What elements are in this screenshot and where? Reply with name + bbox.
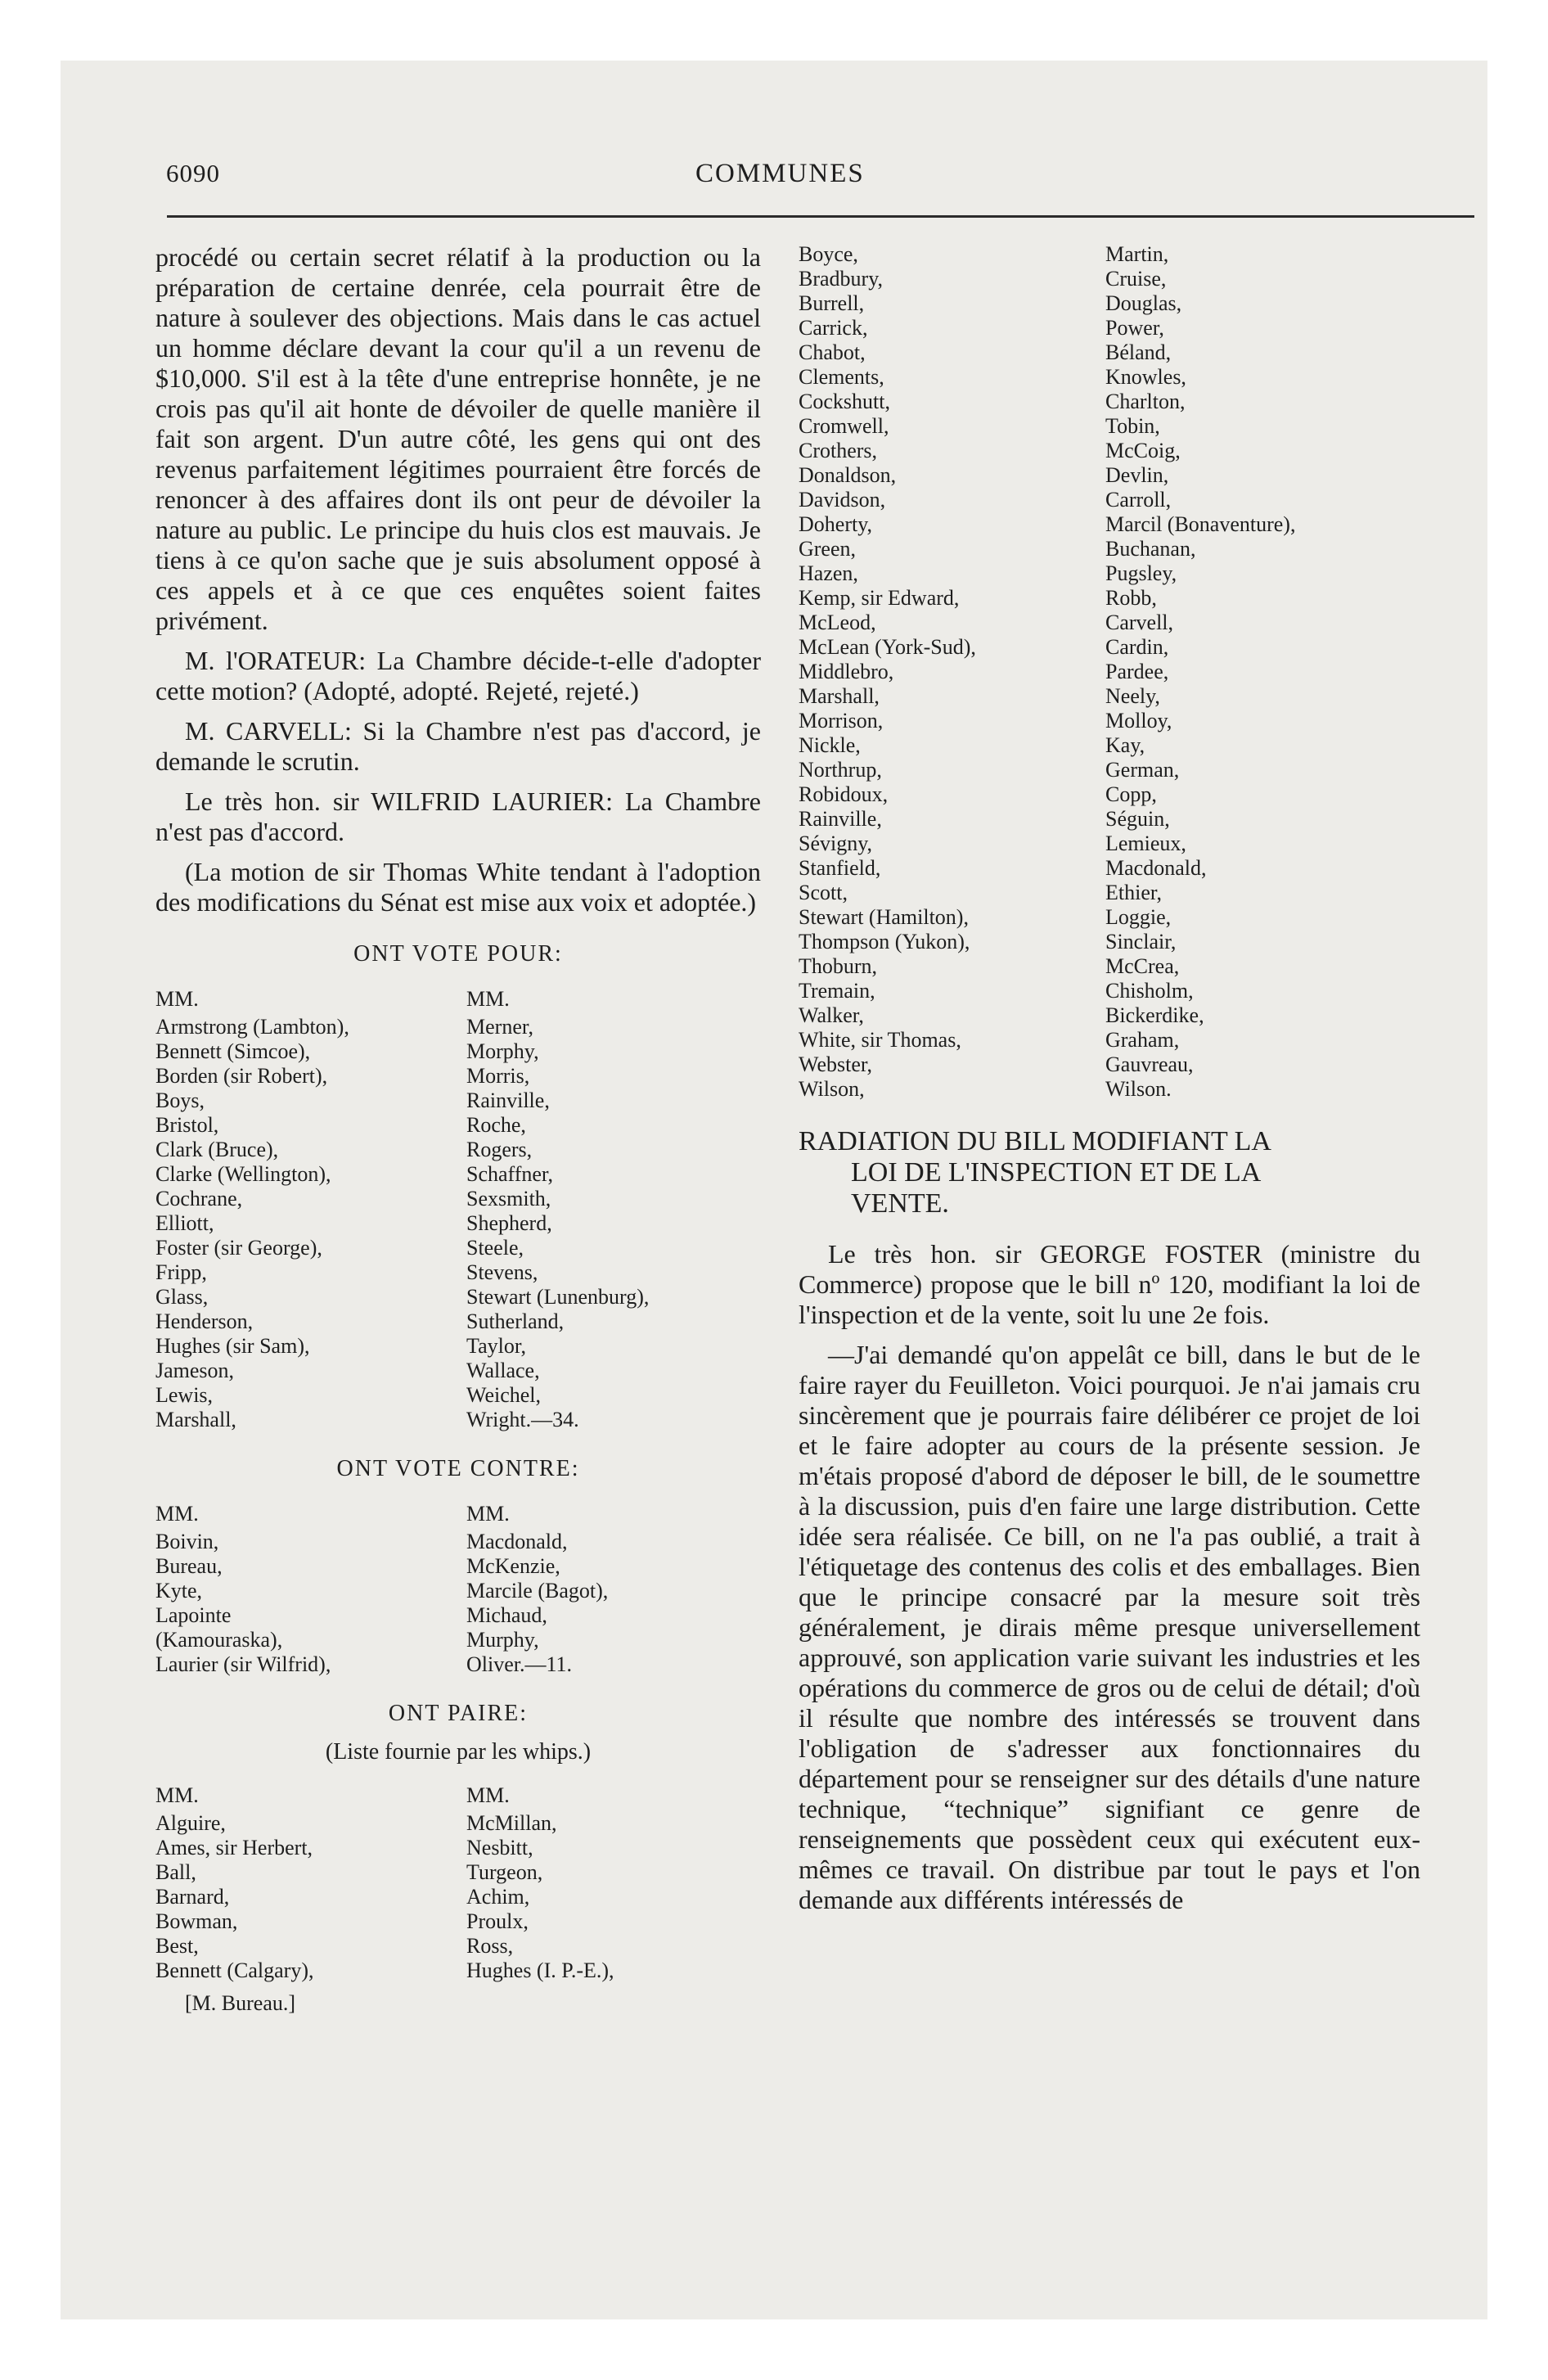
member-name: Carvell, — [1105, 611, 1174, 634]
member-name: Marshall, — [799, 684, 880, 708]
member-name: Kemp, sir Edward, — [799, 586, 960, 610]
member-name: Bennett (Simcoe), — [155, 1039, 311, 1063]
member-name: Kay, — [1105, 733, 1145, 757]
member-name: Macdonald, — [1105, 856, 1207, 880]
member-name: Wilson, — [799, 1077, 865, 1101]
member-name: Cochrane, — [155, 1187, 243, 1210]
member-name: Cockshutt, — [799, 390, 890, 413]
names-column — [155, 1494, 466, 1677]
names-column — [1105, 242, 1420, 1102]
member-name: Marshall, — [155, 1408, 236, 1431]
member-name: Nickle, — [799, 733, 861, 757]
section-title-line: LOI DE L'INSPECTION ET DE LA — [851, 1157, 1262, 1188]
member-name: Lemieux, — [1105, 832, 1186, 855]
member-name: Graham, — [1105, 1028, 1180, 1052]
member-name: Buchanan, — [1105, 537, 1196, 561]
member-name: Burrell, — [799, 291, 865, 315]
member-name: Jameson, — [155, 1359, 235, 1382]
names-column — [155, 979, 466, 1432]
member-name: Taylor, — [466, 1334, 526, 1358]
member-name: Cruise, — [1105, 267, 1167, 291]
member-name: Séguin, — [1105, 807, 1170, 831]
member-name: Knowles, — [1105, 365, 1186, 389]
member-name: Cromwell, — [799, 414, 889, 438]
member-name: Boivin, — [155, 1530, 219, 1553]
member-name: McLean (York-Sud), — [799, 635, 976, 659]
names-column — [466, 1775, 761, 1983]
member-name: Sexsmith, — [466, 1187, 551, 1210]
paragraph: —J'ai demandé qu'on appelât ce bill, dans le but de le faire rayer du Feuilleton. Voici pourquoi. Je n'ai jamais cru sincèrement que je pourrais faire délibérer ce projet de loi et le faire adopter au cours de la présente session. Je m'étais proposé d'abord de déposer le bill, de le soumettre à la discussion, puis d'en faire une large distribution. Cette idée sera réalisée. Ce bill, on ne l'a pas oublié, a trait à l'étiquetage des contenus des colis et des emballages. Bien que le principe consacré par la mesure soit très généralement, je dirais même presque universellement approuvé, son application varie suivant les industries et les opérations du commerce de gros ou de celui de détail; d'où il résulte que nombre des intéressés se trouvent dans l'obligation de s'adresser aux fonctionnaires du département pour se renseigner sur des détails d'une nature technique, “technique” signifiant ce genre de renseignements que possèdent ceux qui exécutent eux-mêmes ce travail. On distribue par tout le pays et l'on demande aux différents intéressés de — [799, 1340, 1420, 1914]
member-name: Bickerdike, — [1105, 1003, 1204, 1027]
mm-label: MM. — [466, 1502, 510, 1526]
running-title: COMMUNES — [695, 159, 865, 188]
paragraph: Le très hon. sir WILFRID LAURIER: La Chambre n'est pas d'accord. — [155, 787, 761, 846]
member-name: German, — [1105, 758, 1180, 782]
paragraph: Le très hon. sir GEORGE FOSTER (ministre du Commerce) propose que le bill nº 120, modifiant la loi de l'inspection et de la vente, soit lu une 2e fois. — [799, 1239, 1420, 1329]
member-name: Martin, — [1105, 242, 1169, 266]
member-name: Bowman, — [155, 1909, 238, 1933]
member-name: Hughes (I. P.-E.), — [466, 1959, 614, 1982]
member-name: Weichel, — [466, 1383, 542, 1407]
member-name: Sévigny, — [799, 832, 873, 855]
member-name: Best, — [155, 1934, 199, 1958]
member-name: Schaffner, — [466, 1162, 554, 1186]
footer-speaker: [M. Bureau.] — [185, 1991, 296, 2015]
member-name: Thompson (Yukon), — [799, 930, 970, 953]
mm-label: MM. — [155, 1783, 199, 1807]
member-name: Ethier, — [1105, 881, 1162, 904]
member-name: Devlin, — [1105, 463, 1169, 487]
section-title-line: VENTE. — [851, 1188, 949, 1219]
member-name: Achim, — [466, 1885, 530, 1909]
member-name: Lewis, — [155, 1383, 214, 1407]
member-name: Bristol, — [155, 1113, 219, 1137]
paragraph: (La motion de sir Thomas White tendant à l'adoption des modifications du Sénat est mise aux voix et adoptée.) — [155, 857, 761, 917]
member-name: White, sir Thomas, — [799, 1028, 961, 1052]
member-name: Wilson. — [1105, 1077, 1172, 1101]
member-name: Stanfield, — [799, 856, 881, 880]
member-name: Pardee, — [1105, 660, 1169, 683]
member-name: Ross, — [466, 1934, 514, 1958]
mm-label: MM. — [466, 1783, 510, 1807]
member-name: Armstrong (Lambton), — [155, 1015, 349, 1039]
member-name: Murphy, — [466, 1628, 539, 1652]
member-name: Stewart (Hamilton), — [799, 905, 969, 929]
member-name: Walker, — [799, 1003, 864, 1027]
paire-heading: ONT PAIRE: — [388, 1701, 529, 1726]
member-name: Boys, — [155, 1089, 205, 1112]
member-name: Macdonald, — [466, 1530, 568, 1553]
member-name: Ames, sir Herbert, — [155, 1836, 313, 1859]
member-name: McCoig, — [1105, 439, 1181, 462]
left-column — [155, 242, 761, 2018]
member-name: Carroll, — [1105, 488, 1172, 512]
member-name: Scott, — [799, 881, 848, 904]
page-scan — [61, 61, 1487, 2319]
member-name: Doherty, — [799, 512, 873, 536]
member-name: Lapointe — [155, 1603, 232, 1627]
member-name: Bennett (Calgary), — [155, 1959, 314, 1982]
right-column — [799, 242, 1420, 1925]
member-name: Elliott, — [155, 1211, 214, 1235]
member-name: Copp, — [1105, 782, 1157, 806]
pairs-continued-list — [799, 242, 1420, 1102]
names-column — [466, 1494, 761, 1677]
member-name: Loggie, — [1105, 905, 1172, 929]
member-name: Carrick, — [799, 316, 868, 340]
member-name: Foster (sir George), — [155, 1236, 322, 1260]
member-name: Robb, — [1105, 586, 1157, 610]
member-name: Green, — [799, 537, 857, 561]
vote-contre-list — [155, 1494, 761, 1677]
paragraph: M. CARVELL: Si la Chambre n'est pas d'accord, je demande le scrutin. — [155, 716, 761, 776]
member-name: Borden (sir Robert), — [155, 1064, 328, 1088]
member-name: Barnard, — [155, 1885, 230, 1909]
paragraph: procédé ou certain secret rélatif à la production ou la préparation de certaine denrée, cela pourrait être de nature à soulever des objections. Mais dans le cas actuel un homme déclare devant la cour qu'il a un revenu de $10,000. S'il est à la tête d'une entreprise honnête, je ne crois pas qu'il ait honte de dévoiler de quelle manière il fait son argent. D'un autre côté, les gens qui ont des revenus parfaitement légitimes pourraient être forcés de renoncer à des affaires dont ils ont peur de dévoiler la nature au public. Le principe du huis clos est mauvais. Je tiens à ce qu'on sache que je suis absolument opposé à ces appels et à ce que ces enquêtes soient faites privément. — [155, 242, 761, 635]
member-name: Davidson, — [799, 488, 886, 512]
member-name: Marcil (Bonaventure), — [1105, 512, 1296, 536]
vote-pour-heading: ONT VOTE POUR: — [353, 941, 563, 967]
paragraph: M. l'ORATEUR: La Chambre décide-t-elle d'adopter cette motion? (Adopté, adopté. Rejeté, rejeté.) — [155, 646, 761, 705]
mm-label: MM. — [155, 987, 199, 1011]
member-name: Alguire, — [155, 1811, 226, 1835]
member-name: Stewart (Lunenburg), — [466, 1285, 650, 1309]
member-name: Béland, — [1105, 340, 1172, 364]
member-name: Pugsley, — [1105, 561, 1177, 585]
mm-label: MM. — [466, 987, 510, 1011]
names-column — [466, 979, 761, 1432]
member-name: Middlebro, — [799, 660, 894, 683]
header-rule — [167, 215, 1474, 218]
member-name: Laurier (sir Wilfrid), — [155, 1652, 331, 1676]
member-name: Tobin, — [1105, 414, 1160, 438]
member-name: Ball, — [155, 1860, 196, 1884]
member-name: McLeod, — [799, 611, 876, 634]
member-name: Gauvreau, — [1105, 1053, 1194, 1076]
member-name: Roche, — [466, 1113, 526, 1137]
member-name: Henderson, — [155, 1309, 254, 1333]
member-name: Bureau, — [155, 1554, 223, 1578]
vote-contre-heading: ONT VOTE CONTRE: — [336, 1456, 580, 1481]
member-name: Oliver.—11. — [466, 1652, 573, 1676]
member-name: McMillan, — [466, 1811, 557, 1835]
member-name: Proulx, — [466, 1909, 529, 1933]
member-name: Steele, — [466, 1236, 524, 1260]
member-name: Morris, — [466, 1064, 530, 1088]
member-name: Kyte, — [155, 1579, 203, 1602]
member-name: Morrison, — [799, 709, 884, 732]
member-name: Tremain, — [799, 979, 875, 1003]
member-name: Shepherd, — [466, 1211, 552, 1235]
member-name: Cardin, — [1105, 635, 1169, 659]
member-name: Boyce, — [799, 242, 858, 266]
member-name: Hazen, — [799, 561, 858, 585]
member-name: Hughes (sir Sam), — [155, 1334, 310, 1358]
member-name: Douglas, — [1105, 291, 1182, 315]
member-name: Rainville, — [466, 1089, 550, 1112]
member-name: Michaud, — [466, 1603, 547, 1627]
member-name: Clark (Bruce), — [155, 1138, 279, 1161]
member-name: (Kamouraska), — [155, 1628, 283, 1652]
member-name: Molloy, — [1105, 709, 1172, 732]
member-name: Crothers, — [799, 439, 878, 462]
member-name: Turgeon, — [466, 1860, 543, 1884]
member-name: Charlton, — [1105, 390, 1186, 413]
member-name: Sinclair, — [1105, 930, 1177, 953]
names-column — [799, 242, 1105, 1102]
member-name: Rainville, — [799, 807, 882, 831]
mm-label: MM. — [155, 1502, 199, 1526]
page-number: 6090 — [166, 159, 220, 187]
member-name: Marcile (Bagot), — [466, 1579, 609, 1602]
member-name: Rogers, — [466, 1138, 533, 1161]
member-name: Sutherland, — [466, 1309, 565, 1333]
paire-subtitle: (Liste fournie par les whips.) — [325, 1739, 592, 1765]
member-name: Merner, — [466, 1015, 533, 1039]
section-title — [799, 1126, 1420, 1219]
member-name: Morphy, — [466, 1039, 539, 1063]
member-name: Donaldson, — [799, 463, 897, 487]
member-name: Thoburn, — [799, 954, 878, 978]
member-name: Northrup, — [799, 758, 882, 782]
member-name: Bradbury, — [799, 267, 884, 291]
member-name: Webster, — [799, 1053, 872, 1076]
member-name: Nesbitt, — [466, 1836, 533, 1859]
member-name: Neely, — [1105, 684, 1160, 708]
member-name: Fripp, — [155, 1260, 207, 1284]
section-title-line: RADIATION DU BILL MODIFIANT LA — [799, 1126, 1271, 1156]
vote-pour-list — [155, 979, 761, 1432]
member-name: Wallace, — [466, 1359, 540, 1382]
member-name: McKenzie, — [466, 1554, 560, 1578]
member-name: Wright.—34. — [466, 1408, 579, 1431]
member-name: Chabot, — [799, 340, 866, 364]
member-name: Clements, — [799, 365, 884, 389]
paire-list — [155, 1775, 761, 1983]
member-name: Power, — [1105, 316, 1164, 340]
names-column — [155, 1775, 466, 1983]
member-name: Glass, — [155, 1285, 209, 1309]
member-name: McCrea, — [1105, 954, 1180, 978]
member-name: Stevens, — [466, 1260, 538, 1284]
member-name: Robidoux, — [799, 782, 889, 806]
member-name: Chisholm, — [1105, 979, 1194, 1003]
member-name: Clarke (Wellington), — [155, 1162, 331, 1186]
